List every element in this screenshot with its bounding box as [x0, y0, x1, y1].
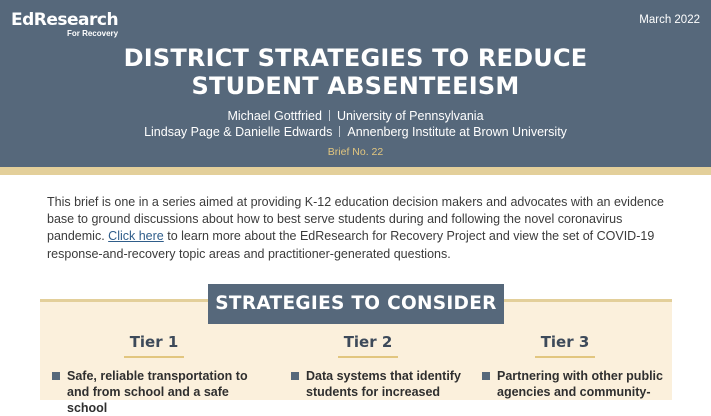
brief-number: Brief No. 22 [327, 146, 384, 158]
page-title [0, 44, 711, 100]
intro-paragraph [47, 194, 667, 263]
author-name: Lindsay Page & Danielle Edwards [144, 125, 333, 139]
publication-date: March 2022 [639, 14, 700, 26]
strategies-banner: STRATEGIES TO CONSIDER [208, 284, 504, 324]
separator-bar [329, 110, 330, 121]
learn-more-link[interactable]: Click here [108, 229, 164, 244]
author-affiliation: Annenberg Institute at Brown University [347, 125, 567, 139]
author-line-2 [0, 124, 711, 140]
tier-3-underline [535, 356, 595, 358]
header-stripe [0, 167, 711, 175]
author-name: Michael Gottfried [227, 109, 322, 123]
title-line-1: DISTRICT STRATEGIES TO REDUCE [123, 44, 588, 72]
tier-2-underline [338, 356, 398, 358]
title-line-2: STUDENT ABSENTEEISM [191, 72, 520, 100]
tier-3-item-text: Partnering with other public agencies and community- [497, 369, 663, 399]
logo-main-text: EdResearch [11, 10, 119, 30]
author-line-1 [0, 108, 711, 124]
square-bullet-icon [482, 372, 490, 380]
intro-text-2: to learn more about the EdResearch for Recovery Project and view the set of COVID-19 response-and-recovery topic areas and practitioner-generated questions. [47, 229, 655, 261]
intro-text-1: This brief is one in a series aimed at providing K-12 education decision makers and advocates with an evidence base to ground discussions about how to best serve students during and following the novel coronavirus pandemic. [47, 195, 665, 244]
tier-3-heading: Tier 3 [540, 333, 590, 351]
tier-3-item [482, 368, 667, 400]
square-bullet-icon [52, 372, 60, 380]
tier-1-item [52, 368, 262, 416]
author-list [0, 108, 711, 140]
edresearch-logo[interactable] [11, 10, 118, 38]
tier-2-heading: Tier 2 [343, 333, 393, 351]
logo-sub-text: For Recovery [66, 29, 119, 38]
square-bullet-icon [291, 372, 299, 380]
tier-1-underline [124, 356, 184, 358]
tier-2-item [291, 368, 471, 400]
tier-1-heading: Tier 1 [129, 333, 179, 351]
author-affiliation: University of Pennsylvania [336, 109, 484, 123]
tier-1-item-text: Safe, reliable transportation to and from school and a safe school [67, 369, 248, 415]
tier-2-item-text: Data systems that identify students for increased [306, 369, 461, 399]
separator-bar [339, 126, 340, 137]
